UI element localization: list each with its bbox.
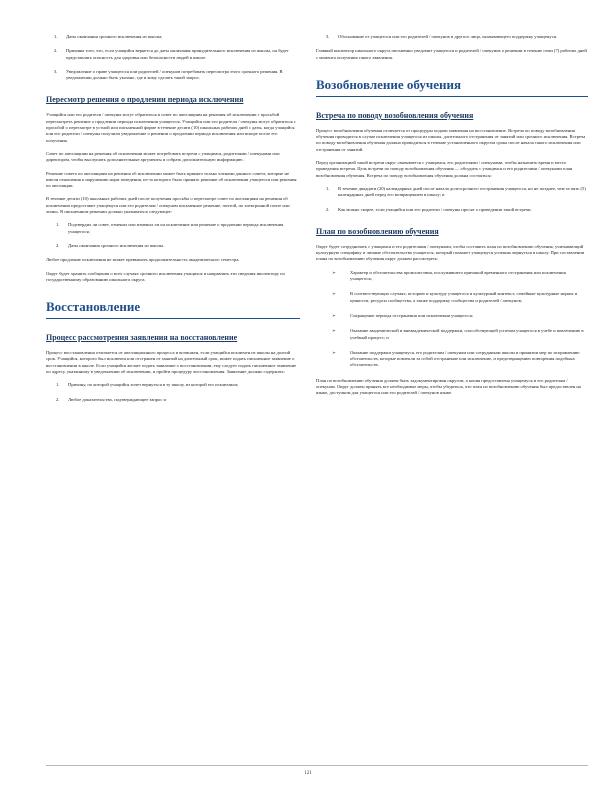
list-emergency-notice bbox=[46, 34, 300, 81]
bullet-arrow-icon: ➢ bbox=[332, 312, 336, 318]
section-divider bbox=[316, 96, 588, 97]
list-item: ➢ В соответствующих случаях, историю и культуру учащегося и культурный контекст, семейные культурные нормы и ценности, ресурсы сообщества, а также поддержку сообщества и родителей / опекунов; bbox=[332, 291, 578, 303]
list-petition-continued bbox=[316, 34, 588, 40]
bullet-arrow-icon: ➢ bbox=[332, 328, 336, 334]
heading-process: Процесс рассмотрения заявления на восстановление bbox=[46, 333, 238, 343]
list-written-decision bbox=[46, 222, 300, 249]
paragraph: Перед организацией такой встречи округ связывается с учащимся, его родителями / опекунами, чтобы назначить время и место проведения встречи. Цель встречи по поводу возобновления обучения — обсудить с учащимся и его родителями / опекунами план возобновления обучения. Встреча по поводу возобновления обучения должна состояться: bbox=[316, 160, 573, 178]
paragraph: Любое продление исключения не может превышать продолжительность академического семестра. bbox=[46, 257, 240, 263]
right-column bbox=[316, 34, 588, 404]
heading-meeting: Встреча по поводу возобновления обучения bbox=[316, 110, 474, 120]
list-item: 2. Любое доказательство, подтверждающее запрос и bbox=[56, 396, 167, 402]
list-item: ➢ Характер и обстоятельства происшествия, послужившего причиной временного отстранения или исключения учащегося; bbox=[332, 269, 566, 282]
bullet-arrow-icon: ➢ bbox=[332, 269, 336, 275]
list-item: 3. Обоснование от учащегося или его родителей / опекунов и другого лица, оказывающего поддержку учащемуся. bbox=[326, 34, 558, 39]
page-number: 121 bbox=[304, 771, 312, 776]
list-item: ➢ Оказание академической и внеакадемической поддержки, способствующей успехам учащегося в учебе и вовлечению в учебный процесс; и bbox=[332, 328, 584, 340]
list-item: 1. Причину, по которой учащийся хочет вернуться в ту школу, из которой его исключили; bbox=[56, 382, 239, 388]
list-item: 2. Даты окончания срочного исключения из школы. bbox=[56, 242, 165, 248]
list-petition-contents bbox=[46, 382, 300, 403]
section-title-resume: Возобновление обучения bbox=[316, 76, 462, 92]
paragraph: В течение десяти (10) школьных рабочих дней после получения просьбы о пересмотре совет по апелляциям на решения об исключении предоставит учащемуся или его родителям / опекунам письменное решение, почтой, по электронной почте или лично. В письменном решении должно указываться следующее: bbox=[46, 196, 290, 215]
footer-divider bbox=[46, 765, 588, 766]
section-title-restore: Восстановление bbox=[46, 299, 141, 315]
paragraph: Главный инспектор школьного округа письменно уведомит учащегося и родителей / опекунов о решении в течение семи (7) рабочих дней с момента получения такого заявления. bbox=[316, 48, 587, 60]
list-item: 2. Как можно скорее, если учащийся или его родители / опекуны просят о проведении такой встречи. bbox=[326, 206, 532, 212]
list-item: 1. В течение двадцати (20) календарных дней после начала долгосрочного отстранения учащегося, но не позднее, чем за пять (5) календарных дней перед его возвращением в школу; и bbox=[326, 185, 586, 198]
bullet-arrow-icon: ➢ bbox=[332, 349, 336, 355]
list-item: ➢ Оказание поддержки учащемуся, его родителям / опекунам или сотрудникам школы в принятии мер по исправлению обстоятельств, которые повлекли за собой отстранение или исключение, и предотвращению повторения подобных обстоятельств. bbox=[332, 349, 580, 368]
section-divider bbox=[46, 318, 300, 319]
paragraph: Округ будет сотрудничать с учащимся и его родителями / опекунами, чтобы составить план по возобновлению обучения, учитывающий культурную специфику и личные обстоятельства учащегося, который поможет учащемуся успешно вернуться в школу. При составлении плана по возобновлению обучения округ должен рассмотреть: bbox=[316, 243, 585, 262]
paragraph: Совет по апелляциям на решения об исключении может потребовать встречи с учащимся, родителями / опекунами или директором, чтобы выслушать дополнительные аргументы и собрать дополнительную информацию. bbox=[46, 150, 280, 163]
list-item: ➢ Сокращение периода отстранения или исключения учащегося; bbox=[332, 312, 473, 318]
list-meeting-timing bbox=[316, 186, 588, 213]
list-item: 1. Даты окончания срочного исключения из школы; bbox=[54, 34, 163, 39]
bullet-arrow-icon: ➢ bbox=[332, 291, 336, 297]
list-plan-considerations bbox=[316, 270, 588, 369]
paragraph: Процесс возобновления обучения отличается от процедуры подачи заявления на восстановление. Встреча по поводу возобновления обучения проводится в случае исключения учащегося из школы, длительного отстранения от занятий или срочного исключения. Встреча по поводу возобновления обучения должна проводиться в течение установленного округом срока после начала такого исключения или отстранения от занятий. bbox=[316, 127, 586, 152]
paragraph: Учащийся или его родители / опекуны могут обратиться в совет по апелляциям на решения об исключении с просьбой пересмотреть решение о продлении периода исключения учащегося. Учащийся или его родители / опекуны могут обратиться с просьбой о пересмотре в устной или письменной форме в течение десяти (10) школьных рабочих дней с даты, когда учащийся или его родители / опекуны получили уведомление о решении о продлении периода исключения или вскоре после его получения. bbox=[46, 112, 296, 143]
paragraph: План по возобновлению обучения должен быть задокументирован округом, а копия предоставлена учащемуся и его родителям / опекунам. Округ должен принять все необходимые меры, чтобы убедиться, что план по возобновлению обучения был предоставлен на языке, доступном для учащегося или его родителей / опекунов языке. bbox=[316, 377, 581, 396]
paragraph: Процесс восстановления отличается от апелляционного процесса и возможен, если учащийся исключен из школы на долгий срок. Учащийся, которого был исключен или отстранен от занятий на длительный срок, может подать письменное заявление о восстановлении в школе. Если учащийся желает подать заявление о восстановлении, ему следует подать письменное заявление по адресу, указанному в уведомлении об исключении, и пройти процедуру восстановления. Заявление должно содержать: bbox=[46, 350, 297, 375]
heading-review: Пересмотр решения о продлении периода исключения bbox=[46, 95, 244, 105]
list-item: 3. Уведомление о праве учащегося или родителей / опекунов потребовать пересмотра этого срочного решения. В уведомлении должно быть указано, где и кому сделать такой запрос. bbox=[54, 68, 283, 81]
list-item: 1. Подтвердил ли совет, отменил или изменил ли он исключение или решение о продлении периода исключения учащегося; bbox=[56, 222, 284, 234]
list-item: 2. Причины того, что, если учащийся вернется до даты окончания принудительного исключения из школы, он будет представлять опасность для здоровья или безопасности людей в школе. bbox=[54, 48, 289, 60]
left-column bbox=[46, 34, 300, 411]
heading-plan: План по возобновлению обучения bbox=[316, 226, 439, 236]
paragraph: Округ будет хранить сообщения о всех случаях срочного исключения учащихся и направлять эти сведения инспектору по государственному образованию школьного округа. bbox=[46, 270, 285, 282]
paragraph: Решение совета по апелляциям на решения об исключении может быть принято только членами данного совета, которые не имели отношения к нарушению норм поведения, из-за которого было принято решение об исключении учащегося или решения по апелляции. bbox=[46, 170, 297, 189]
